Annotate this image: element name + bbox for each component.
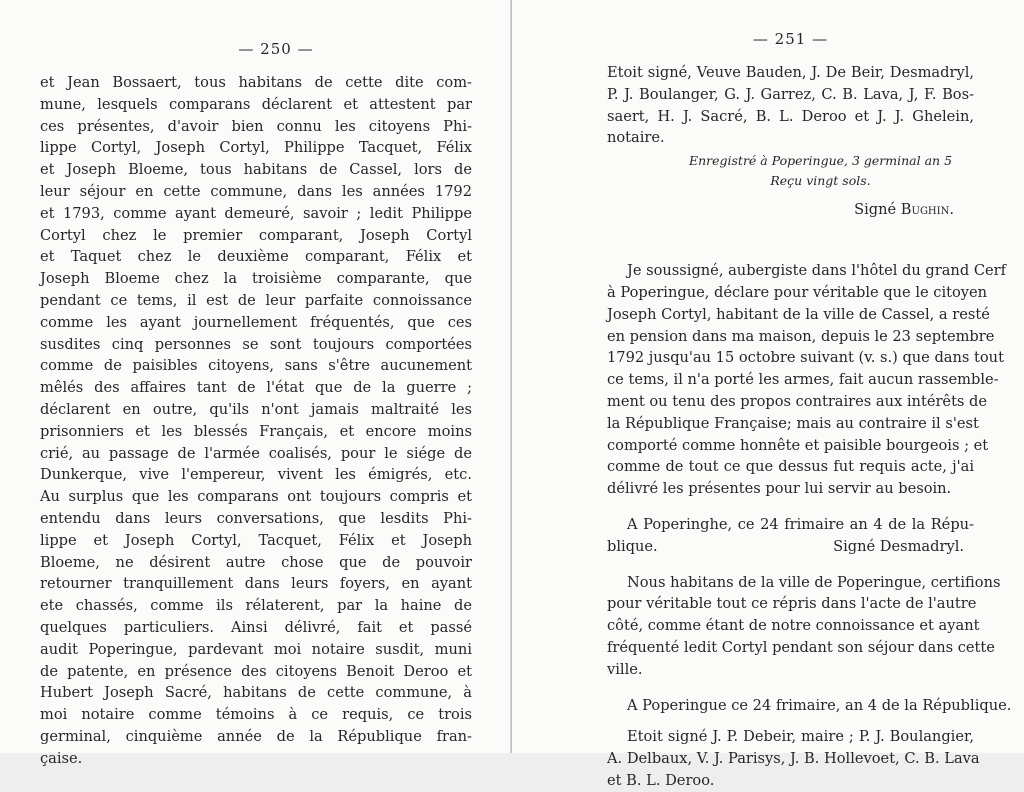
left-body-line: mune, lesquels comparans déclarent et attestent par: [40, 95, 472, 113]
left-body-line: çaise.: [40, 749, 83, 767]
certification-line: pour véritable tout ce répris dans l'acte de l'autre: [607, 595, 977, 613]
signed-block-line: P. J. Boulanger, G. J. Garrez, C. B. Lava, J, F. Bos-: [607, 85, 974, 103]
declaration-paragraph: [607, 260, 1006, 500]
declaration-line: Je soussigné, aubergiste dans l'hôtel du grand Cerf: [627, 262, 1006, 280]
declaration-line: 1792 jusqu'au 15 octobre suivant (v. s.) que dans tout: [607, 349, 1004, 367]
left-page-body: [40, 72, 472, 770]
left-page: [0, 0, 512, 767]
final-signed-line: A. Delbaux, V. J. Parisys, J. B. Hollevoet, C. B. Lava: [607, 750, 980, 768]
declaration-line: comporté comme honnête et paisible bourgeois ; et: [607, 436, 989, 454]
left-body-line: quelques particuliers. Ainsi délivré, fait et passé: [40, 618, 472, 636]
certification-line: côté, comme étant de notre connoissance et ayant: [607, 617, 980, 635]
left-body-line: prisonniers et les blessés Français, et encore moins: [40, 422, 472, 440]
final-signed-line: Etoit signé J. P. Debeir, maire ; P. J. Boulangier,: [627, 728, 974, 746]
left-body-line: germinal, cinquième année de la République fran-: [40, 727, 472, 745]
declaration-line: ment ou tenu des propos contraires aux intérêts de: [607, 392, 988, 410]
left-body-line: et 1793, comme ayant demeuré, savoir ; ledit Philippe: [40, 204, 472, 222]
left-body-line: retourner tranquillement dans leurs foyers, en ayant: [40, 575, 472, 593]
left-body-line: déclarent en outre, qu'ils n'ont jamais maltraité les: [40, 400, 472, 418]
left-body-line: ces présentes, d'avoir bien connu les citoyens Phi-: [40, 117, 472, 135]
page-number-251: — 251 —: [752, 30, 829, 48]
signature-name: Bughin.: [900, 201, 954, 219]
signed-block: [607, 62, 974, 149]
left-body-line: Dunkerque, vive l'empereur, vivent les émigrés, etc.: [40, 466, 472, 484]
certification-line: Nous habitans de la ville de Poperingue, certifions: [627, 573, 1001, 591]
left-body-line: audit Poperingue, pardevant moi notaire susdit, muni: [40, 640, 472, 658]
page-number-250: — 250 —: [238, 40, 314, 58]
certification-line: fréquenté ledit Cortyl pendant son séjour dans cette: [607, 638, 995, 656]
certification-paragraph: [607, 572, 1001, 681]
declaration-line: Joseph Cortyl, habitant de la ville de Cassel, a resté: [607, 305, 990, 323]
left-body-line: pendant ce tems, il est de leur parfaite connoissance: [40, 291, 472, 309]
left-body-line: lippe Cortyl, Joseph Cortyl, Philippe Tacquet, Félix: [40, 139, 472, 157]
certification-line: ville.: [607, 660, 643, 678]
dated-line-2-left: blique.: [607, 537, 658, 555]
final-signed-line: et B. L. Deroo.: [607, 771, 715, 789]
left-body-line: crié, au passage de l'armée coalisés, pour le siége de: [40, 444, 472, 462]
signature-desmadryl: Signé Desmadryl.: [833, 537, 964, 555]
left-body-line: leur séjour en cette commune, dans les années 1792: [40, 182, 472, 200]
left-body-line: comme de paisibles citoyens, sans s'être aucunement: [40, 357, 472, 375]
dated-paragraph: [607, 514, 974, 558]
place-date-line: A Poperingue ce 24 frimaire, an 4 de la République.: [627, 696, 1012, 714]
signed-block-line: notaire.: [607, 129, 665, 147]
registration-note: [607, 151, 974, 191]
left-body-line: Hubert Joseph Sacré, habitans de cette commune, à: [40, 684, 472, 702]
left-body-line: comme les ayant journellement fréquentés, que ces: [40, 313, 472, 331]
signed-block-line: saert, H. J. Sacré, B. L. Deroo et J. J. Ghelein,: [607, 107, 974, 125]
left-body-line: mêlés des affaires tant de l'état que de la guerre ;: [40, 379, 472, 397]
left-body-line: entendu dans leurs conversations, que lesdits Phi-: [40, 509, 472, 527]
declaration-line: la République Française; mais au contraire il s'est: [607, 414, 979, 432]
declaration-line: comme de tout ce que dessus fut requis acte, j'ai: [607, 458, 974, 476]
left-body-line: Au surplus que les comparans ont toujours compris et: [40, 488, 472, 506]
right-page: [512, 0, 1024, 789]
left-body-line: lippe et Joseph Cortyl, Tacquet, Félix et Joseph: [40, 531, 472, 549]
declaration-line: à Poperingue, déclare pour véritable que le citoyen: [607, 283, 988, 301]
left-body-line: moi notaire comme témoins à ce requis, ce trois: [40, 706, 472, 724]
registration-line-2: Reçu vingt sols.: [770, 173, 871, 189]
signature-bughin: [607, 201, 974, 218]
declaration-line: ce tems, il n'a porté les armes, fait aucun rassemble-: [607, 371, 999, 389]
left-body-line: et Taquet chez le deuxième comparant, Félix et: [40, 248, 472, 266]
left-body-line: Bloeme, ne désirent autre chose que de pouvoir: [40, 553, 472, 571]
left-body-line: et Jean Bossaert, tous habitans de cette dite com-: [40, 74, 472, 91]
left-body-line: Cortyl chez le premier comparant, Joseph Cortyl: [40, 226, 472, 244]
registration-line-1: Enregistré à Poperingue, 3 germinal an 5: [688, 153, 953, 169]
left-body-line: ete chassés, comme ils rélaterent, par la haine de: [40, 597, 472, 615]
signed-block-line: Etoit signé, Veuve Bauden, J. De Beir, Desmadryl,: [607, 64, 974, 81]
left-body-line: de patente, en présence des citoyens Benoit Deroo et: [40, 662, 472, 680]
declaration-line: délivré les présentes pour lui servir au besoin.: [607, 480, 952, 498]
declaration-line: en pension dans ma maison, depuis le 23 septembre: [607, 327, 995, 345]
left-body-line: Joseph Bloeme chez la troisième comparante, que: [40, 270, 472, 288]
signature-prefix: Signé: [854, 201, 901, 219]
place-date-paragraph: [607, 695, 1012, 717]
dated-line-2: [607, 536, 974, 558]
final-signed-paragraph: [607, 726, 980, 791]
left-body-line: et Joseph Bloeme, tous habitans de Cassel, lors de: [40, 161, 472, 179]
dated-line-1: A Poperinghe, ce 24 frimaire an 4 de la Répu-: [627, 515, 974, 533]
left-body-line: susdites cinq personnes se sont toujours comportées: [40, 335, 472, 353]
